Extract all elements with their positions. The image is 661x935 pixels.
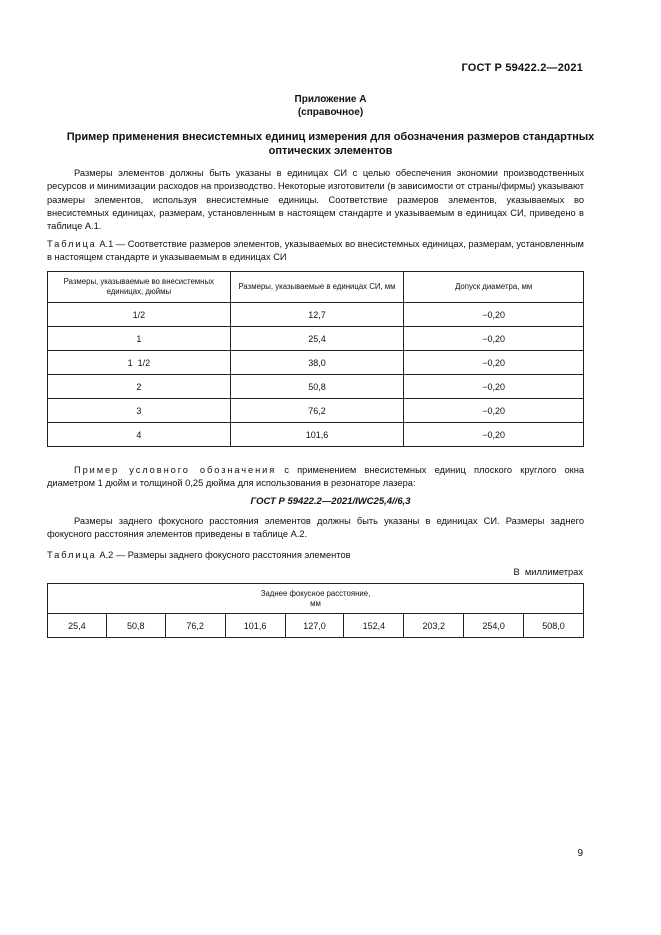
- cell-si: 50,8: [230, 375, 404, 399]
- focal-text: Размеры заднего фокусного расстояния элементов должны быть указаны в единицах СИ. Размеры заднего фокусного расстояния элементов приведены в таблице А.2.: [47, 516, 584, 540]
- header-focal-label: Заднее фокусное расстояние,: [260, 588, 371, 598]
- intro-text: Размеры элементов должны быть указаны в единицах СИ с целью обеспечения экономии производственных ресурсов и минимизации расходов на производство. Некоторые изготовители (в зависимости от страны/фирмы) указывают размеры элементов, используя внесистемные единицы. Соответствие размеров элементов, указываемых во внесистемных единицах, размерам, установленным в настоящем стандарте и указываемым в единицах СИ, приведено в таблице А.1.: [47, 168, 584, 232]
- table-row: [48, 351, 584, 375]
- column-header-focal-distance: [48, 584, 584, 614]
- column-header-inches: Размеры, указываемые во внесистемных единицах, дюймы: [48, 272, 231, 303]
- cell-si: 12,7: [230, 303, 404, 327]
- example-text: с применением внесистемных единиц плоского круглого окна диаметром 1 дюйм и толщиной 0,25 дюйма для использования в резонаторе лазера:: [47, 465, 585, 489]
- table1-caption-label: Таблица: [47, 239, 97, 249]
- focal-paragraph: [47, 515, 584, 542]
- table1-caption: [47, 238, 584, 265]
- cell-value: 152,4: [344, 614, 404, 638]
- header-focal-unit: мм: [310, 598, 321, 608]
- column-header-tolerance: Допуск диаметра, мм: [404, 272, 584, 303]
- cell-si: 76,2: [230, 399, 404, 423]
- cell-tolerance: −0,20: [404, 351, 584, 375]
- cell-si: 38,0: [230, 351, 404, 375]
- table-header-row: [48, 272, 584, 303]
- standard-id: ГОСТ Р 59422.2—2021: [461, 62, 583, 74]
- cell-tolerance: −0,20: [404, 399, 584, 423]
- table-row: [48, 303, 584, 327]
- cell-inches: 1: [48, 327, 231, 351]
- cell-inches: 1/2: [48, 303, 231, 327]
- cell-value: 101,6: [225, 614, 285, 638]
- cell-value: 50,8: [106, 614, 165, 638]
- cell-si: 101,6: [230, 423, 404, 447]
- cell-value: 76,2: [165, 614, 225, 638]
- cell-tolerance: −0,20: [404, 423, 584, 447]
- cell-si: 25,4: [230, 327, 404, 351]
- cell-tolerance: −0,20: [404, 303, 584, 327]
- table-row: [48, 375, 584, 399]
- appendix-title: Приложение А: [294, 94, 367, 105]
- title-line-1: Пример применения внесистемных единиц измерения для обозначения размеров стандартных: [66, 131, 595, 143]
- cell-value: 254,0: [464, 614, 524, 638]
- cell-value: 25,4: [48, 614, 107, 638]
- cell-inches: 4: [48, 423, 231, 447]
- cell-inches: 2: [48, 375, 231, 399]
- column-header-si: Размеры, указываемые в единицах СИ, мм: [230, 272, 404, 303]
- table2-caption-text: А.2 — Размеры заднего фокусного расстояния элементов: [96, 550, 351, 560]
- page-number: 9: [577, 848, 583, 859]
- table2-caption-label: Таблица: [47, 550, 97, 560]
- cell-value: 203,2: [404, 614, 464, 638]
- table-a1: [47, 271, 584, 447]
- intro-paragraph: [47, 167, 584, 233]
- cell-inches: 1 1/2: [48, 351, 231, 375]
- cell-value: 508,0: [524, 614, 584, 638]
- title-line-2: оптических элементов: [268, 145, 393, 157]
- table-row: [48, 614, 584, 638]
- example-designation: ГОСТ Р 59422.2—2021/IWC25,4//6,3: [250, 496, 411, 507]
- cell-value: 127,0: [285, 614, 344, 638]
- table-a2: [47, 583, 584, 638]
- table-row: [48, 423, 584, 447]
- table1-caption-text: А.1 — Соответствие размеров элементов, указываемых во внесистемных единицах, размерам, установленным в настоящем стандарте и указываемым в единицах СИ: [47, 239, 584, 263]
- table2-units: В миллиметрах: [513, 567, 583, 577]
- table2-caption: [47, 549, 584, 562]
- example-paragraph: [47, 464, 584, 491]
- document-title: [40, 130, 621, 158]
- cell-tolerance: −0,20: [404, 327, 584, 351]
- cell-inches: 3: [48, 399, 231, 423]
- cell-tolerance: −0,20: [404, 375, 584, 399]
- example-label: Пример условного обозначения: [74, 465, 277, 475]
- appendix-note: (справочное): [297, 107, 364, 118]
- table-header-row: [48, 584, 584, 614]
- table-row: [48, 327, 584, 351]
- table-row: [48, 399, 584, 423]
- appendix-heading: [0, 93, 661, 119]
